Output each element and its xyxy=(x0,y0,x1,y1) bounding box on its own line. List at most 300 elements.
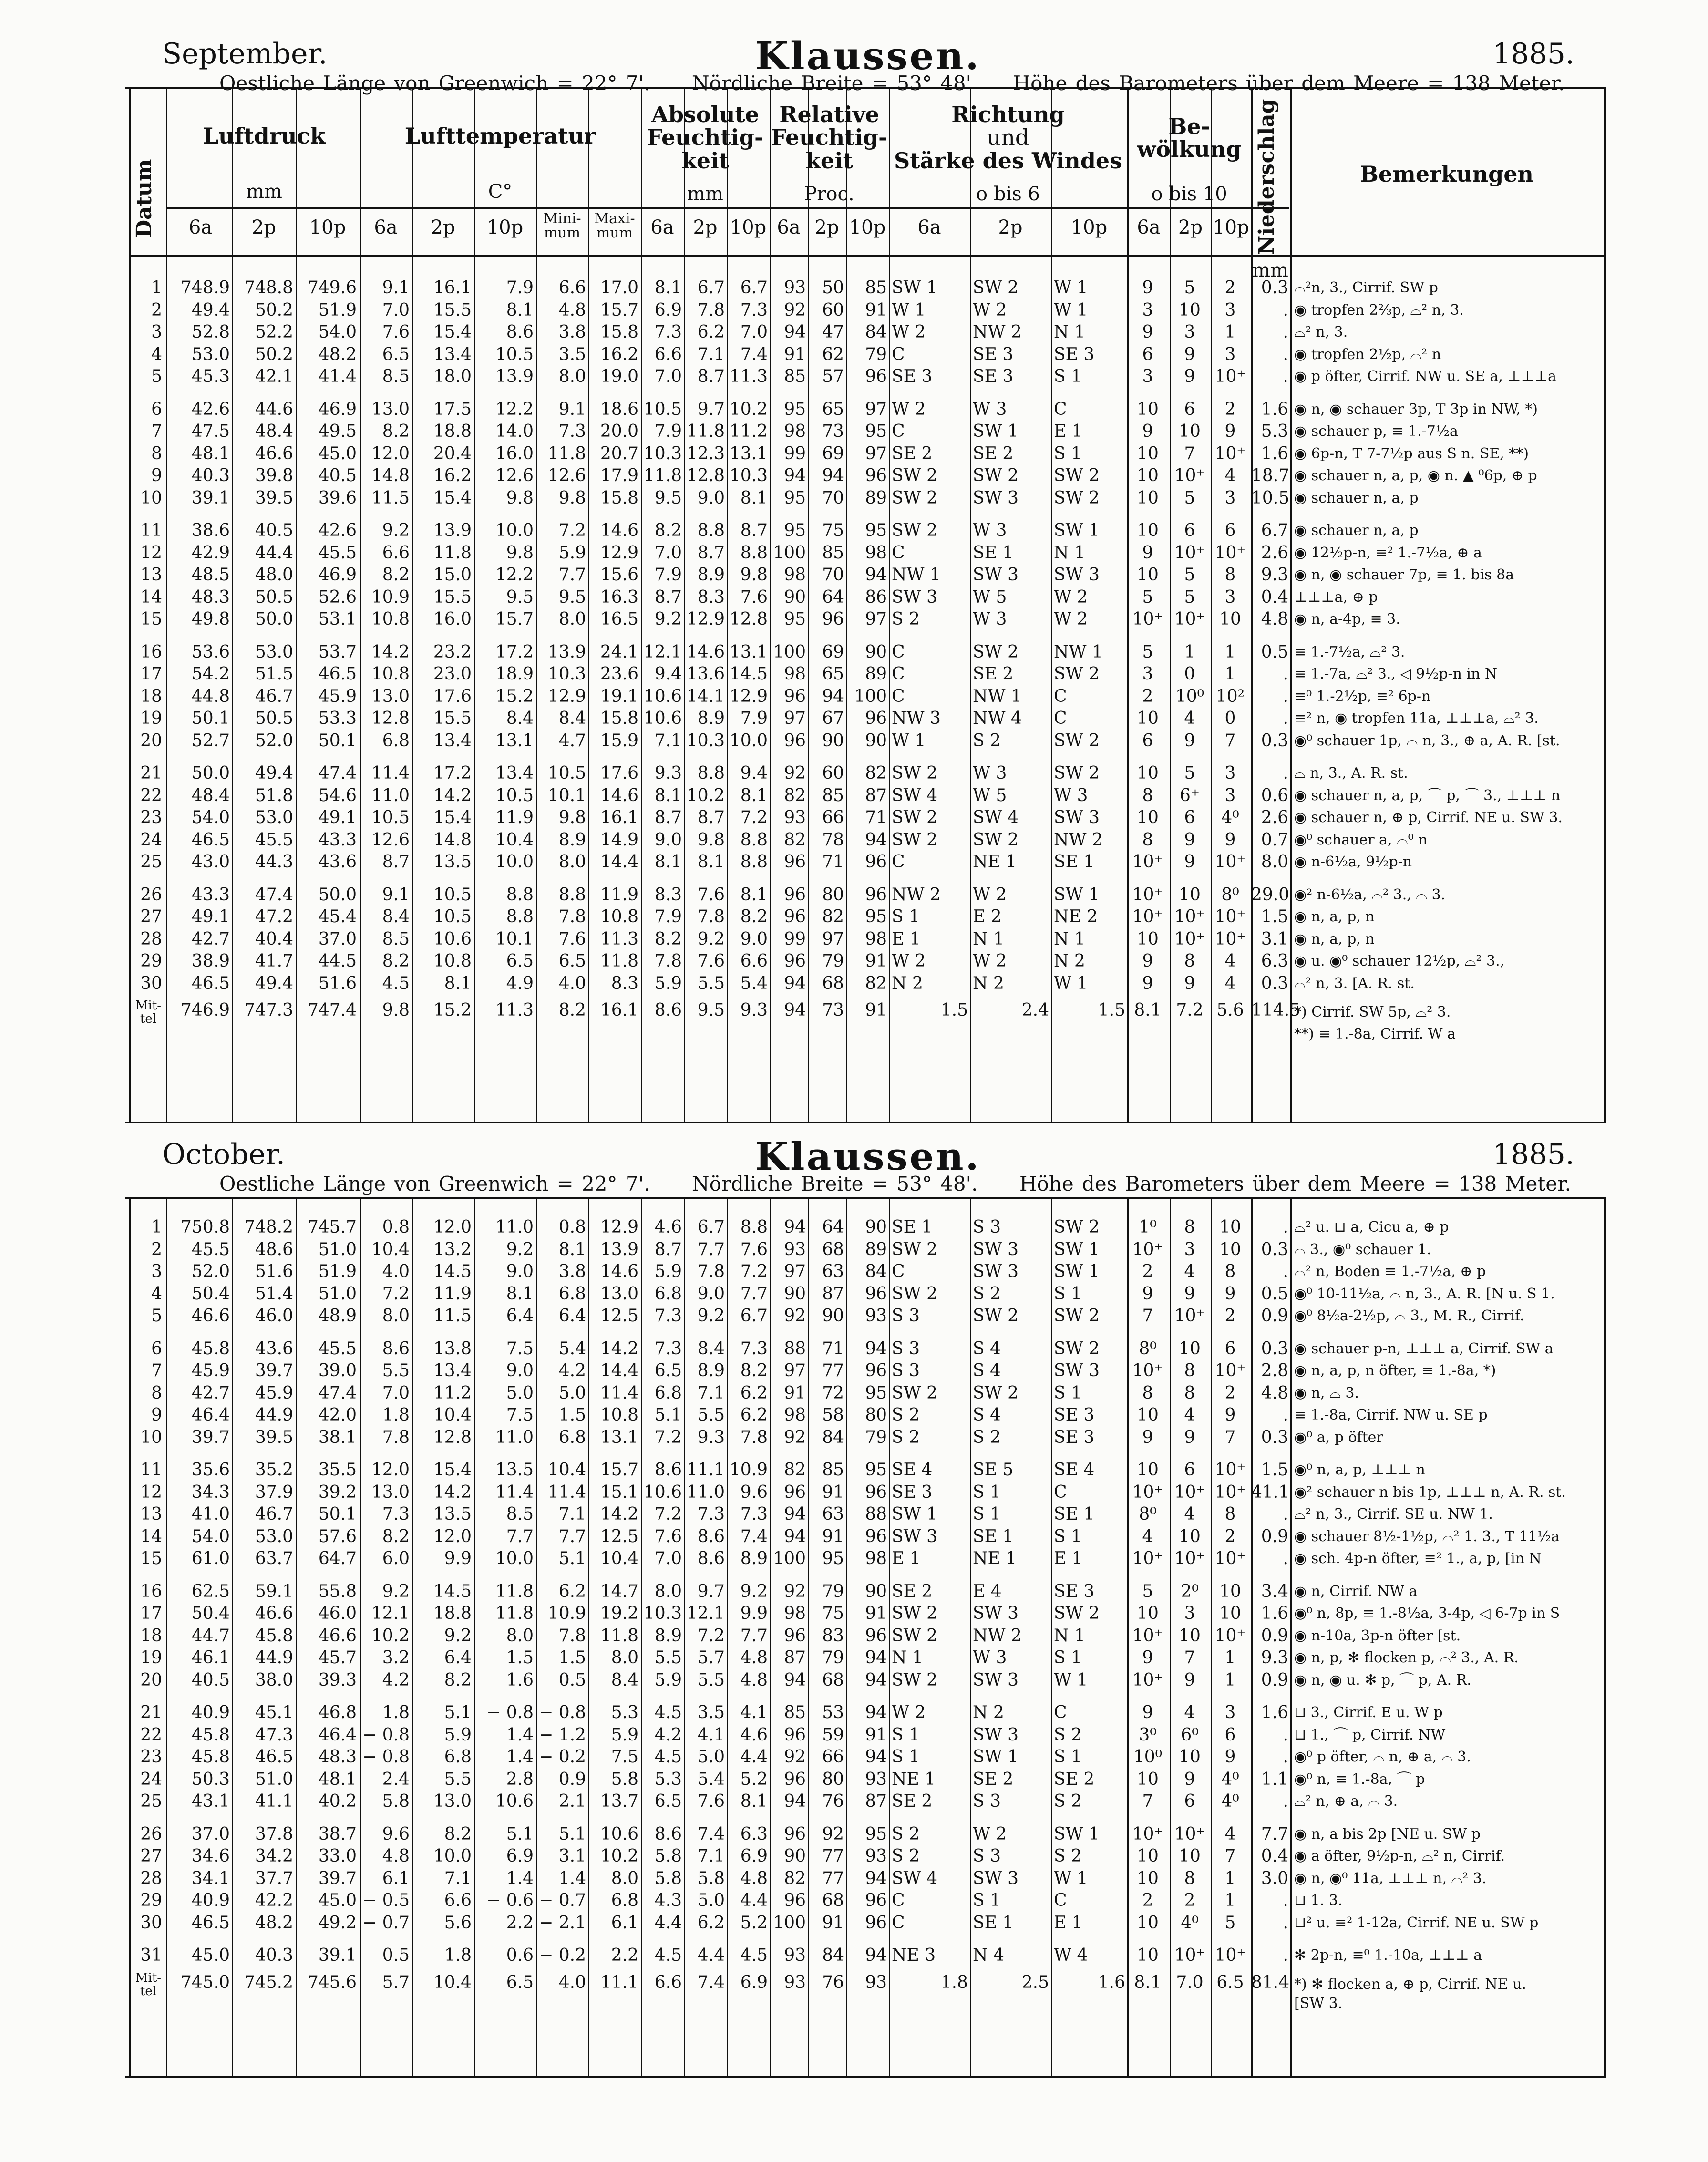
cell-d: 6 xyxy=(151,399,162,419)
cell-n: . xyxy=(1283,1913,1288,1933)
cell-a6: 10.3 xyxy=(643,1604,682,1623)
cell-p6: 42.7 xyxy=(191,929,230,949)
cell-a2: 6.2 xyxy=(697,1913,725,1933)
cell-r2: 79 xyxy=(822,1648,844,1668)
cell-a10: 7.4 xyxy=(740,344,768,364)
cell-p10: 51.6 xyxy=(318,973,357,993)
cell-r6: 96 xyxy=(784,1626,806,1646)
cell-b6: 3 xyxy=(1142,300,1153,320)
table-row xyxy=(131,1946,1604,1965)
cell-a6: 7.9 xyxy=(654,565,682,585)
cell-w6: SW 1 xyxy=(892,278,938,298)
cell-tmin: 7.7 xyxy=(558,1526,586,1546)
cell-r2: 68 xyxy=(822,1891,844,1910)
cell-rem: ◉ n, a-4p, ≡ 3. xyxy=(1294,611,1400,628)
cell-r6: 96 xyxy=(784,1769,806,1789)
mittel-w10: 1.6 xyxy=(1098,1972,1125,1992)
cell-d: 30 xyxy=(140,973,162,993)
cell-r10: 95 xyxy=(865,521,887,540)
cell-t6: 8.7 xyxy=(382,852,410,872)
cell-n: . xyxy=(1283,1725,1288,1745)
table-row xyxy=(131,1891,1604,1910)
cell-b6: 10⁺ xyxy=(1132,609,1163,629)
cell-w2: NE 1 xyxy=(973,1549,1017,1568)
cell-r6: 94 xyxy=(784,1526,806,1546)
cell-n: 3.1 xyxy=(1261,929,1288,949)
cell-tmax: 14.2 xyxy=(600,1504,638,1524)
cell-t10: 11.8 xyxy=(495,1581,534,1601)
cell-p6: 42.6 xyxy=(191,399,230,419)
cell-n: 29.0 xyxy=(1251,885,1290,905)
cell-d: 13 xyxy=(140,565,162,585)
table-row xyxy=(131,400,1604,419)
cell-b2: 9 xyxy=(1184,830,1195,850)
cell-p2: 53.0 xyxy=(255,642,293,662)
cell-a10: 5.2 xyxy=(740,1769,768,1789)
cell-t2: 13.4 xyxy=(433,344,472,364)
mittel-r2: 76 xyxy=(822,1972,844,1992)
cell-a6: 8.2 xyxy=(654,521,682,540)
cell-a2: 5.5 xyxy=(697,1405,725,1425)
cell-t6: 5.8 xyxy=(382,1791,410,1811)
cell-rem: ◉⁰ a, p öfter xyxy=(1294,1429,1383,1446)
cell-p2: 43.6 xyxy=(255,1338,293,1359)
cell-p6: 46.5 xyxy=(191,1913,230,1933)
cell-t10: 1.4 xyxy=(506,1747,534,1767)
cell-n: 3.4 xyxy=(1261,1581,1288,1601)
cell-w2: S 4 xyxy=(973,1405,1001,1425)
cell-r10: 94 xyxy=(865,1868,887,1888)
cell-tmin: 0.8 xyxy=(558,1217,586,1237)
cell-a10: 8.8 xyxy=(740,1217,768,1237)
cell-r10: 91 xyxy=(865,1725,887,1745)
cell-d: 12 xyxy=(140,543,162,563)
cell-a10: 8.8 xyxy=(740,852,768,872)
cell-r2: 90 xyxy=(822,731,844,751)
cell-a10: 5.4 xyxy=(740,973,768,993)
cell-tmax: 17.6 xyxy=(600,763,638,783)
table-row xyxy=(131,1361,1604,1380)
cell-t2: 23.2 xyxy=(433,642,472,662)
cell-p2: 52.2 xyxy=(255,322,293,342)
cell-p10: 41.4 xyxy=(318,367,357,386)
cell-p2: 45.8 xyxy=(255,1626,293,1646)
cell-tmin: 8.4 xyxy=(558,709,586,728)
cell-p10: 40.2 xyxy=(318,1791,357,1811)
cell-a2: 9.0 xyxy=(697,1284,725,1304)
cell-w10: W 3 xyxy=(1054,785,1088,805)
cell-w10: NW 1 xyxy=(1054,642,1103,662)
cell-p6: 47.5 xyxy=(191,422,230,441)
cell-b2: 9 xyxy=(1184,1427,1195,1447)
cell-w2: S 3 xyxy=(973,1846,1001,1866)
cell-w2: SW 2 xyxy=(973,642,1019,662)
cell-b10: 3 xyxy=(1224,587,1236,607)
cell-t2: 8.2 xyxy=(444,1670,472,1690)
cell-a6: 7.2 xyxy=(654,1504,682,1524)
cell-b6: 6 xyxy=(1142,731,1153,751)
cell-a10: 4.5 xyxy=(740,1946,768,1965)
cell-a2: 12.9 xyxy=(686,609,725,629)
cell-tmax: 15.7 xyxy=(600,1460,638,1480)
cell-tmax: 15.7 xyxy=(600,300,638,320)
cell-t6: 6.1 xyxy=(382,1868,410,1888)
cell-t2: 13.8 xyxy=(433,1338,472,1359)
cell-r2: 66 xyxy=(822,808,844,827)
cell-w6: SW 2 xyxy=(892,1626,938,1646)
cell-r6: 96 xyxy=(784,1891,806,1910)
cell-t2: 10.4 xyxy=(433,1405,472,1425)
cell-w10: SW 1 xyxy=(1054,885,1100,905)
mittel-label-line2: tel xyxy=(140,1012,157,1026)
cell-tmax: 16.3 xyxy=(600,587,638,607)
cell-p2: 41.7 xyxy=(255,951,293,971)
cell-d: 12 xyxy=(140,1482,162,1502)
cell-n: 9.3 xyxy=(1261,1648,1288,1668)
cell-p10: 57.6 xyxy=(318,1526,357,1546)
cell-p2: 49.4 xyxy=(255,973,293,993)
cell-p6: 46.5 xyxy=(191,973,230,993)
cell-p10: 749.6 xyxy=(307,278,357,298)
cell-p2: 39.5 xyxy=(255,488,293,508)
cell-tmin: − 0.7 xyxy=(539,1891,586,1910)
table-row xyxy=(131,764,1604,783)
table-row xyxy=(131,665,1604,684)
cell-p10: 49.2 xyxy=(318,1913,357,1933)
cell-d: 2 xyxy=(151,300,162,320)
cell-tmin: 3.1 xyxy=(558,1846,586,1866)
cell-b2: 10 xyxy=(1179,1338,1201,1359)
cell-b6: 10 xyxy=(1137,1913,1159,1933)
cell-tmin: 13.9 xyxy=(547,642,586,662)
cell-w6: SW 2 xyxy=(892,830,938,850)
cell-t2: 15.4 xyxy=(433,488,472,508)
cell-p2: 44.9 xyxy=(255,1405,293,1425)
cell-w6: SW 2 xyxy=(892,1604,938,1623)
cell-w2: SE 1 xyxy=(973,543,1014,563)
cell-p10: 45.0 xyxy=(318,443,357,463)
cell-b10: 10 xyxy=(1219,1239,1241,1259)
mittel-n: 114.5 xyxy=(1251,1000,1301,1020)
cell-d: 19 xyxy=(140,709,162,728)
cell-b2: 10 xyxy=(1179,1747,1201,1767)
table-row xyxy=(131,1505,1604,1524)
cell-r2: 65 xyxy=(822,664,844,684)
cell-a10: 10.0 xyxy=(729,731,768,751)
cell-rem: ◉ sch. 4p-n öfter, ≡² 1., a, p, [in N xyxy=(1294,1550,1542,1567)
mittel-n: 81.4 xyxy=(1251,1972,1290,1992)
cell-tmin: − 0.8 xyxy=(539,1703,586,1722)
table-row xyxy=(131,1792,1604,1811)
cell-r10: 91 xyxy=(865,951,887,971)
cell-a2: 8.6 xyxy=(697,1549,725,1568)
cell-p6: 62.5 xyxy=(191,1581,230,1601)
table-row xyxy=(131,1914,1604,1933)
cell-a6: 8.7 xyxy=(654,808,682,827)
cell-a2: 9.0 xyxy=(697,488,725,508)
cell-d: 29 xyxy=(140,1891,162,1910)
cell-p6: 35.6 xyxy=(191,1460,230,1480)
cell-a6: 11.8 xyxy=(643,466,682,485)
cell-d: 25 xyxy=(140,1791,162,1811)
cell-tmax: 11.8 xyxy=(600,951,638,971)
cell-tmax: 12.9 xyxy=(600,543,638,563)
cell-p2: 748.2 xyxy=(244,1217,293,1237)
cell-d: 7 xyxy=(151,1361,162,1380)
cell-w6: E 1 xyxy=(892,929,921,949)
cell-b10: 3 xyxy=(1224,488,1236,508)
cell-tmin: 4.7 xyxy=(558,731,586,751)
cell-tmax: 14.9 xyxy=(600,830,638,850)
cell-b2: 6 xyxy=(1184,521,1195,540)
lufttemp-header: Lufttemperatur xyxy=(404,123,596,149)
cell-b10: 10⁺ xyxy=(1214,929,1246,949)
cell-t6: 7.3 xyxy=(382,1504,410,1524)
cell-n: . xyxy=(1283,1791,1288,1811)
cell-p10: 39.6 xyxy=(318,488,357,508)
cell-t10: − 0.8 xyxy=(486,1703,534,1722)
wind-unit: o bis 6 xyxy=(976,183,1040,205)
cell-b2: 0 xyxy=(1184,664,1195,684)
cell-a6: 10.6 xyxy=(643,686,682,706)
cell-b6: 7 xyxy=(1142,1791,1153,1811)
cell-tmin: 0.5 xyxy=(558,1670,586,1690)
cell-rem: ⊔ 3., Cirrif. E u. W p xyxy=(1294,1704,1443,1721)
cell-w10: SW 2 xyxy=(1054,731,1100,751)
cell-w10: SW 2 xyxy=(1054,1338,1100,1359)
table-row xyxy=(131,588,1604,607)
cell-w6: N 1 xyxy=(892,1648,923,1668)
longitude: Oestliche Länge von Greenwich = 22° 7'. xyxy=(219,1172,650,1195)
cell-b6: 10⁺ xyxy=(1132,885,1163,905)
cell-t6: 12.8 xyxy=(371,709,410,728)
september-table xyxy=(129,89,1606,1122)
cell-w10: C xyxy=(1054,399,1067,419)
cell-tmin: 6.5 xyxy=(558,951,586,971)
cell-n: . xyxy=(1283,344,1288,364)
cell-p6: 39.1 xyxy=(191,488,230,508)
cell-a6: 9.2 xyxy=(654,609,682,629)
cell-rem: ⊔² u. ≡² 1-12a, Cirrif. NE u. SW p xyxy=(1294,1914,1539,1931)
cell-n: 8.0 xyxy=(1261,852,1288,872)
cell-a2: 7.6 xyxy=(697,951,725,971)
sub-10p: 10p xyxy=(1070,216,1108,238)
cell-p10: 46.5 xyxy=(318,664,357,684)
cell-t2: 6.8 xyxy=(444,1747,472,1767)
cell-w6: C xyxy=(892,664,905,684)
cell-n: . xyxy=(1283,686,1288,706)
cell-w6: NE 3 xyxy=(892,1946,936,1965)
cell-n: 0.3 xyxy=(1261,1427,1288,1447)
cell-tmax: 16.5 xyxy=(600,609,638,629)
cell-p6: 48.4 xyxy=(191,785,230,805)
cell-b10: 8⁰ xyxy=(1221,885,1239,905)
cell-w2: N 4 xyxy=(973,1946,1004,1965)
wind-line2: und xyxy=(987,124,1029,151)
cell-w10: S 1 xyxy=(1054,367,1082,386)
mittel-r10: 93 xyxy=(865,1972,887,1992)
rel-line1: Relative xyxy=(779,102,879,127)
cell-w2: SE 2 xyxy=(973,443,1014,463)
table-row xyxy=(131,323,1604,342)
cell-r6: 96 xyxy=(784,907,806,927)
cell-w6: SE 2 xyxy=(892,1791,933,1811)
cell-a10: 8.1 xyxy=(740,1791,768,1811)
cell-t6: 6.8 xyxy=(382,731,410,751)
cell-w10: SE 1 xyxy=(1054,1504,1095,1524)
table-row xyxy=(131,731,1604,751)
cell-b2: 6⁺ xyxy=(1180,785,1200,805)
cell-tmin: 5.1 xyxy=(558,1824,586,1844)
cell-t10: 8.1 xyxy=(506,1284,534,1304)
cell-b10: 4⁰ xyxy=(1221,808,1239,827)
mini-l1: Mini- xyxy=(543,210,581,227)
cell-w2: SW 2 xyxy=(973,1306,1019,1326)
cell-p10: 46.4 xyxy=(318,1725,357,1745)
table-row xyxy=(131,974,1604,993)
cell-a10: 4.4 xyxy=(740,1747,768,1767)
wind-line3: Stärke des Windes xyxy=(894,147,1122,174)
cell-p6: 44.7 xyxy=(191,1626,230,1646)
cell-b6: 6 xyxy=(1142,344,1153,364)
cell-a6: 8.9 xyxy=(654,1626,682,1646)
cell-t6: 12.1 xyxy=(371,1604,410,1623)
cell-w10: C xyxy=(1054,686,1067,706)
cell-w10: SW 3 xyxy=(1054,1361,1100,1380)
cell-b6: 10 xyxy=(1137,443,1159,463)
cell-tmax: 14.4 xyxy=(600,1361,638,1380)
cell-tmin: 6.8 xyxy=(558,1427,586,1447)
mittel-b6: 8.1 xyxy=(1134,1000,1162,1020)
cell-p6: 42.9 xyxy=(191,543,230,563)
cell-p2: 48.4 xyxy=(255,422,293,441)
cell-p2: 38.0 xyxy=(255,1670,293,1690)
cell-b6: 9 xyxy=(1142,1284,1153,1304)
cell-w10: N 1 xyxy=(1054,322,1085,342)
cell-n: . xyxy=(1283,1217,1288,1237)
cell-p2: 37.9 xyxy=(255,1482,293,1502)
cell-w10: W 2 xyxy=(1054,587,1088,607)
cell-t10: − 0.6 xyxy=(486,1891,534,1910)
cell-p6: 45.8 xyxy=(191,1747,230,1767)
cell-p10: 38.7 xyxy=(318,1824,357,1844)
cell-tmax: 17.9 xyxy=(600,466,638,485)
cell-rem: ◉ schauer n, a, p, ◉ n. ▲ ⁰6p, ⊕ p xyxy=(1294,467,1537,484)
cell-t2: 5.1 xyxy=(444,1703,472,1722)
cell-p10: 53.1 xyxy=(318,609,357,629)
cell-a6: 7.0 xyxy=(654,1549,682,1568)
cell-tmin: 7.3 xyxy=(558,422,586,441)
cell-tmax: 10.6 xyxy=(600,1824,638,1844)
mittel-tmax: 16.1 xyxy=(600,1000,638,1020)
barometer-height: Höhe des Barometers über dem Meere = 138 Meter. xyxy=(1019,1172,1571,1195)
cell-tmax: 8.3 xyxy=(611,973,638,993)
cell-r2: 68 xyxy=(822,1239,844,1259)
cell-t6: 7.8 xyxy=(382,1427,410,1447)
cell-n: 10.5 xyxy=(1251,488,1290,508)
cell-t6: 8.4 xyxy=(382,907,410,927)
cell-w10: SW 2 xyxy=(1054,1604,1100,1623)
cell-w2: W 3 xyxy=(973,1648,1007,1668)
cell-t10: 11.4 xyxy=(495,1482,534,1502)
cell-d: 26 xyxy=(140,1824,162,1844)
cell-a2: 7.8 xyxy=(697,907,725,927)
cell-r2: 77 xyxy=(822,1361,844,1380)
cell-n: 41.1 xyxy=(1251,1482,1290,1502)
cell-r6: 92 xyxy=(784,1581,806,1601)
cell-r2: 91 xyxy=(822,1913,844,1933)
cell-t6: 13.0 xyxy=(371,399,410,419)
cell-tmin: 3.5 xyxy=(558,344,586,364)
cell-d: 27 xyxy=(140,1846,162,1866)
cell-w6: SW 2 xyxy=(892,521,938,540)
cell-w10: SW 2 xyxy=(1054,466,1100,485)
cell-d: 30 xyxy=(140,1913,162,1933)
cell-t10: 16.0 xyxy=(495,443,534,463)
cell-w6: W 2 xyxy=(892,322,926,342)
cell-w6: SW 2 xyxy=(892,488,938,508)
cell-w10: N 1 xyxy=(1054,929,1085,949)
maxi-l1: Maxi- xyxy=(594,210,635,227)
cell-p10: 42.0 xyxy=(318,1405,357,1425)
cell-p6: 48.5 xyxy=(191,565,230,585)
cell-a2: 8.7 xyxy=(697,543,725,563)
cell-r2: 75 xyxy=(822,521,844,540)
cell-t10: 15.2 xyxy=(495,686,534,706)
table-row xyxy=(131,1825,1604,1844)
cell-r2: 69 xyxy=(822,443,844,463)
sub-2p: 2p xyxy=(1178,216,1203,238)
cell-a10: 10.9 xyxy=(729,1460,768,1480)
cell-p2: 46.5 xyxy=(255,1747,293,1767)
cell-tmax: 20.7 xyxy=(600,443,638,463)
cell-tmax: 14.7 xyxy=(600,1581,638,1601)
cell-a6: 8.3 xyxy=(654,885,682,905)
cell-a2: 7.3 xyxy=(697,1504,725,1524)
cell-t10: 13.4 xyxy=(495,763,534,783)
cell-r10: 82 xyxy=(865,973,887,993)
niederschlag-header: Niederschlag xyxy=(1255,99,1279,255)
cell-a10: 4.4 xyxy=(740,1891,768,1910)
cell-b10: 3 xyxy=(1224,785,1236,805)
cell-tmin: 8.8 xyxy=(558,885,586,905)
cell-w6: SW 2 xyxy=(892,1383,938,1403)
cell-b6: 10⁺ xyxy=(1132,907,1163,927)
cell-b6: 10 xyxy=(1137,466,1159,485)
cell-w10: SE 3 xyxy=(1054,1405,1095,1425)
cell-b6: 4 xyxy=(1142,1526,1153,1546)
cell-w2: SW 3 xyxy=(973,1868,1019,1888)
cell-t6: 9.2 xyxy=(382,521,410,540)
cell-t6: 8.5 xyxy=(382,929,410,949)
cell-b6: 10 xyxy=(1137,1868,1159,1888)
cell-t10: 10.0 xyxy=(495,852,534,872)
mittel-tmin: 8.2 xyxy=(558,1000,586,1020)
cell-d: 22 xyxy=(140,1725,162,1745)
cell-p6: 45.8 xyxy=(191,1725,230,1745)
cell-n: 18.7 xyxy=(1251,466,1290,485)
cell-p10: 47.4 xyxy=(318,1383,357,1403)
cell-a6: 10.6 xyxy=(643,1482,682,1502)
cell-w10: S 2 xyxy=(1054,1791,1082,1811)
cell-t10: 2.2 xyxy=(506,1913,534,1933)
cell-tmin: 3.8 xyxy=(558,1262,586,1281)
cell-r2: 68 xyxy=(822,1670,844,1690)
cell-r2: 62 xyxy=(822,344,844,364)
cell-t10: 10.5 xyxy=(495,344,534,364)
abs-feucht-header xyxy=(641,103,770,172)
rel-line3: keit xyxy=(805,147,853,174)
